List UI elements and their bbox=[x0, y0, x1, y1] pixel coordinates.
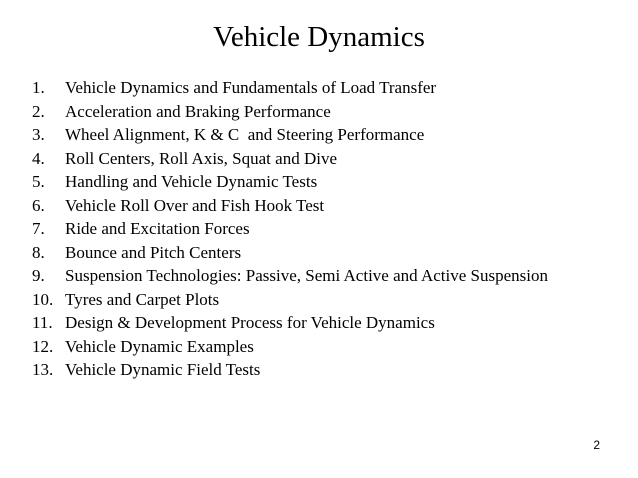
page-number: 2 bbox=[593, 438, 600, 452]
list-item bbox=[32, 194, 548, 218]
list-item-number: 10. bbox=[32, 289, 54, 309]
slide-title: Vehicle Dynamics bbox=[213, 21, 425, 53]
list-item-number: 3. bbox=[32, 125, 45, 144]
list-item bbox=[32, 123, 548, 147]
list-item-text: Tyres and Carpet Plots bbox=[65, 289, 220, 309]
list-item bbox=[32, 241, 548, 265]
list-item bbox=[32, 311, 548, 335]
list-item-number: 1. bbox=[32, 78, 45, 97]
list-item-text: Design & Development Process for Vehicle Dynamics bbox=[65, 313, 435, 332]
list-item-text: Acceleration and Braking Performance bbox=[65, 101, 331, 121]
list-item bbox=[32, 358, 548, 382]
list-item-number: 2. bbox=[32, 101, 45, 121]
list-item-number: 6. bbox=[32, 195, 45, 215]
list-item bbox=[32, 100, 548, 124]
list-item-number: 4. bbox=[32, 148, 45, 168]
list-item bbox=[32, 335, 548, 359]
list-item-text: Roll Centers, Roll Axis, Squat and Dive bbox=[65, 148, 337, 168]
list-item bbox=[32, 264, 548, 288]
list-item bbox=[32, 76, 548, 100]
list-item-text: Ride and Excitation Forces bbox=[65, 219, 250, 238]
list-item-number: 8. bbox=[32, 242, 45, 262]
list-item bbox=[32, 147, 548, 171]
list-item-number: 7. bbox=[32, 219, 45, 238]
list-item-text: Handling and Vehicle Dynamic Tests bbox=[65, 172, 318, 191]
list-item bbox=[32, 170, 548, 194]
list-item-text: Vehicle Dynamics and Fundamentals of Load Transfer bbox=[65, 78, 437, 97]
list-item bbox=[32, 288, 548, 312]
list-item bbox=[32, 217, 548, 241]
list-item-text: Bounce and Pitch Centers bbox=[65, 242, 242, 262]
list-item-text: Wheel Alignment, K & C and Steering Performance bbox=[65, 125, 425, 144]
list-item-number: 11. bbox=[32, 313, 53, 332]
list-item-number: 9. bbox=[32, 266, 45, 285]
list-item-text: Vehicle Dynamic Field Tests bbox=[65, 360, 261, 379]
list-item-number: 12. bbox=[32, 336, 54, 356]
list-item-text: Vehicle Dynamic Examples bbox=[65, 336, 254, 356]
list-item-number: 13. bbox=[32, 360, 54, 379]
list-item-text: Suspension Technologies: Passive, Semi Active and Active Suspension bbox=[65, 266, 548, 285]
list-item-text: Vehicle Roll Over and Fish Hook Test bbox=[65, 195, 325, 215]
agenda-list bbox=[32, 76, 548, 382]
list-item-number: 5. bbox=[32, 172, 45, 191]
